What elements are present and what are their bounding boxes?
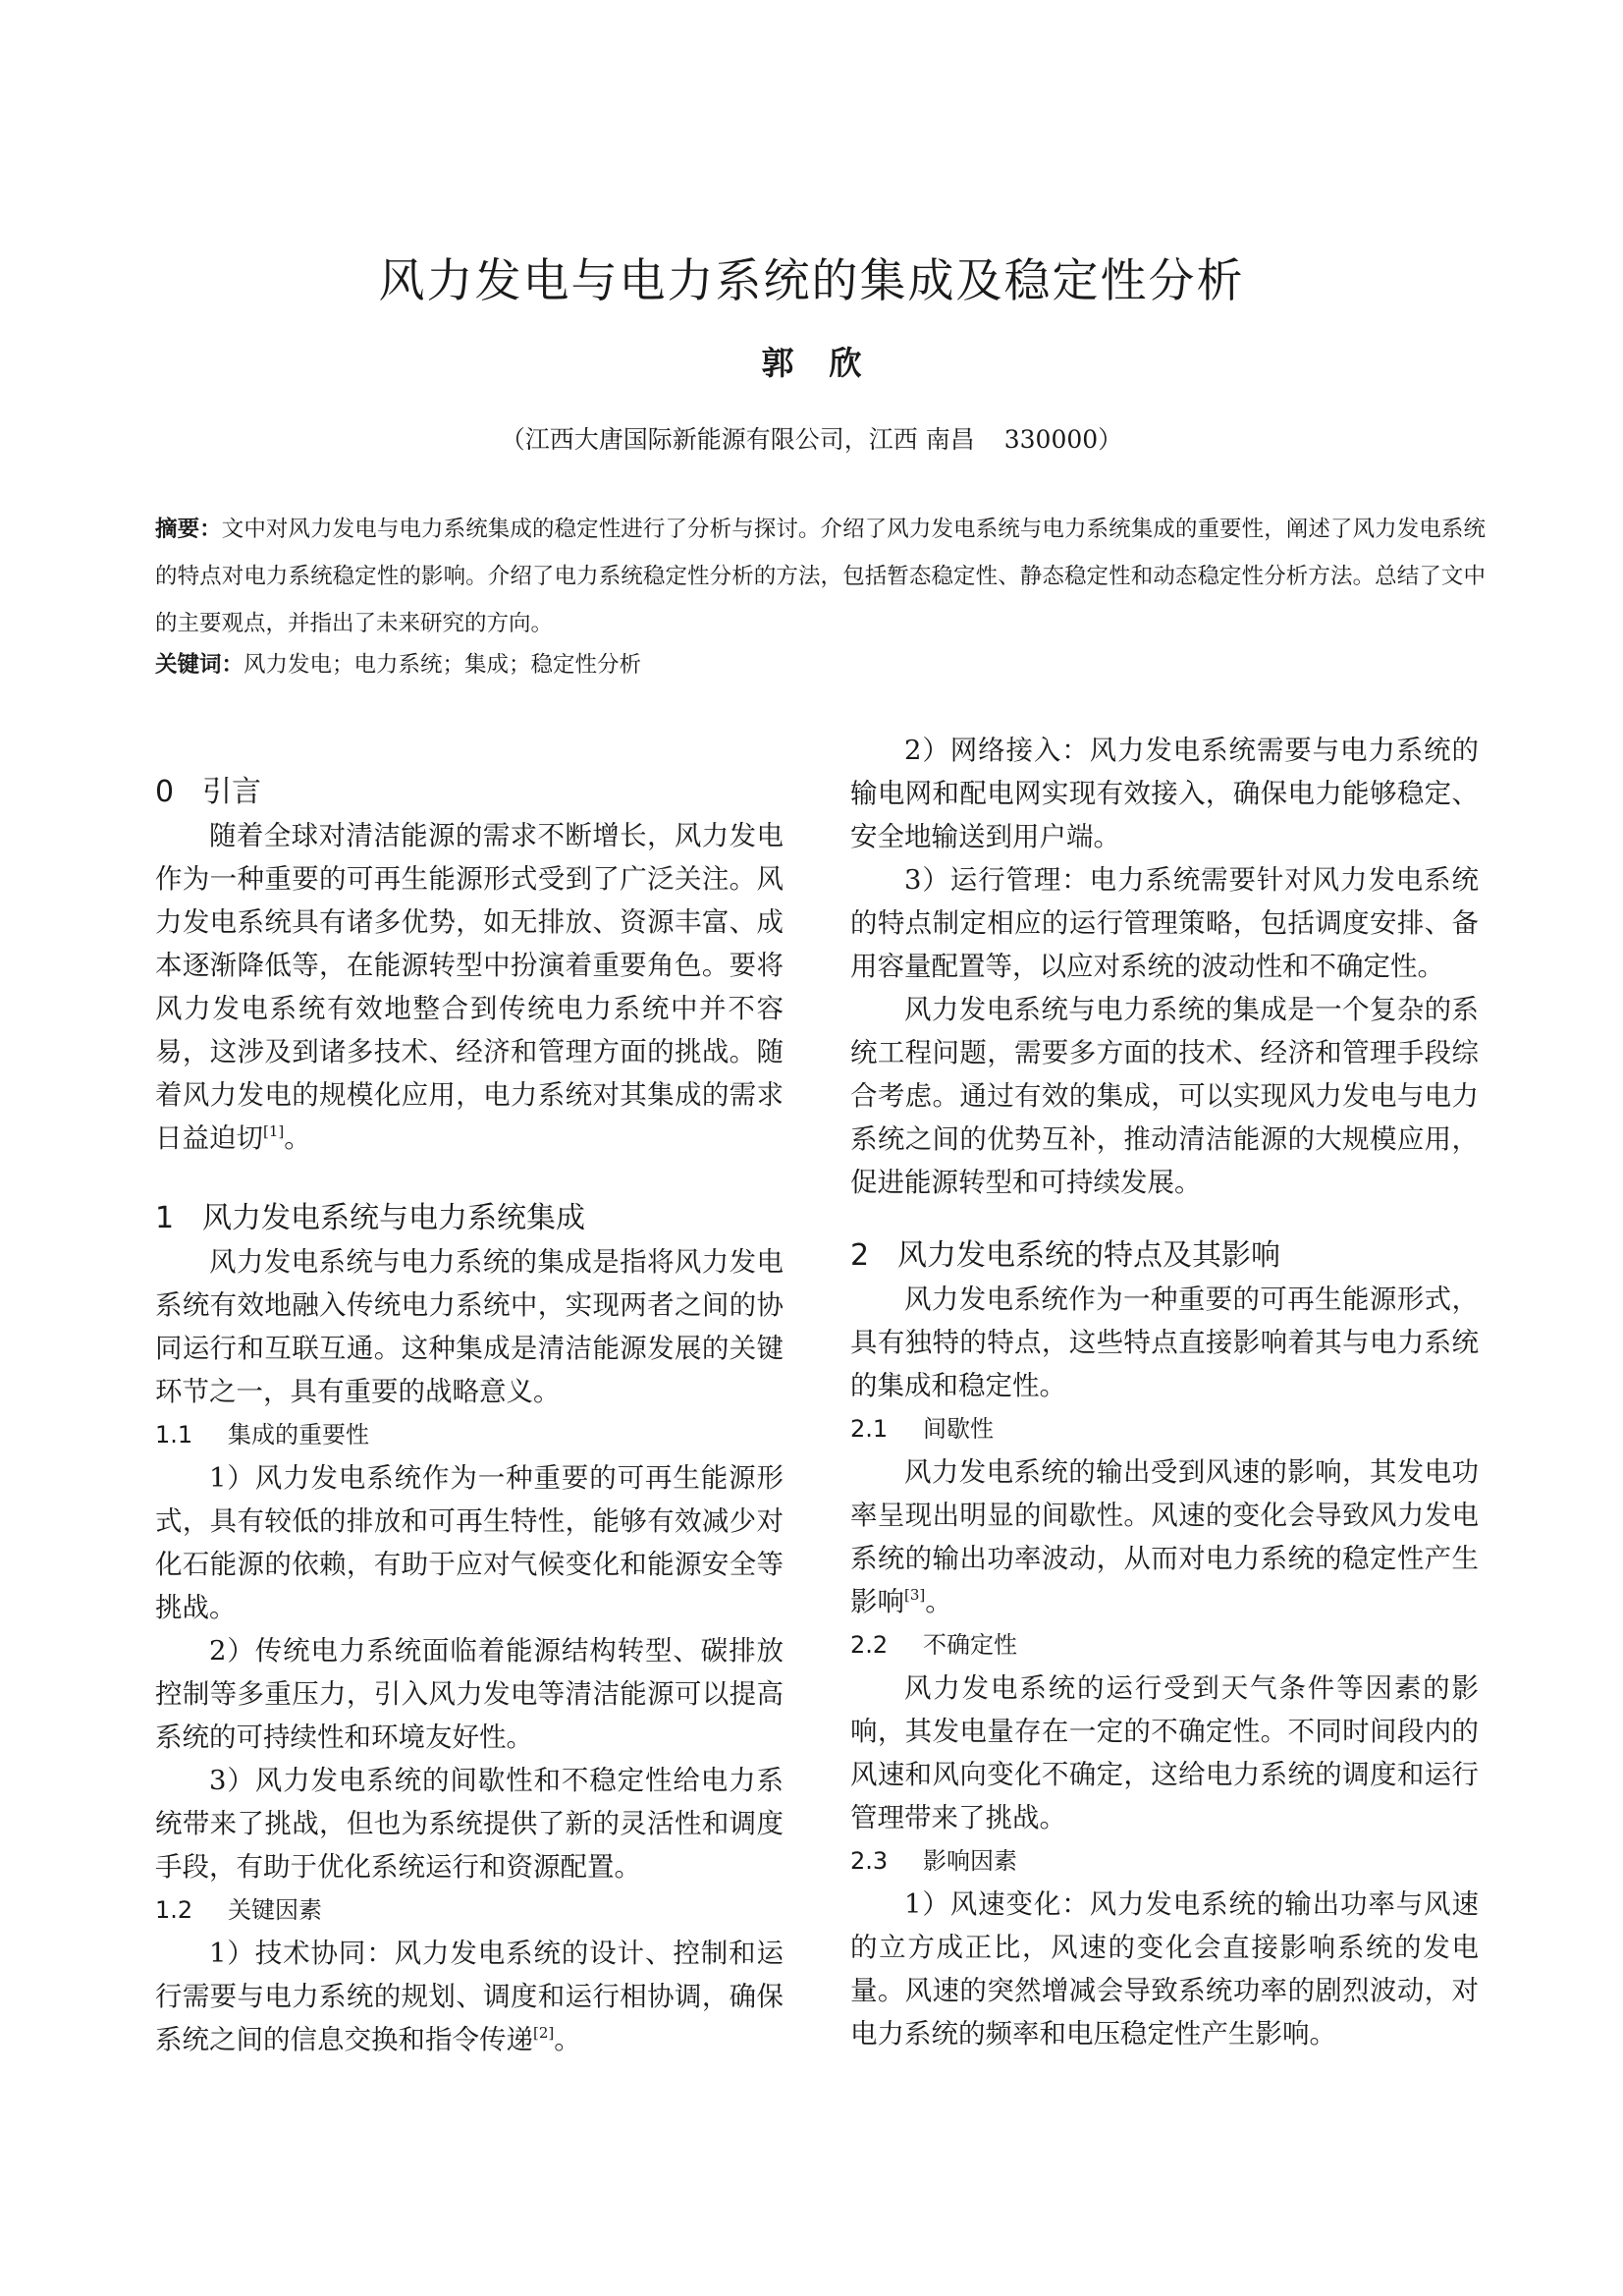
subsection-number: 2.2 (850, 1631, 889, 1659)
section-title: 风力发电系统与电力系统集成 (202, 1201, 585, 1235)
paper-title: 风力发电与电力系统的集成及稳定性分析 (378, 254, 1245, 308)
right-column (850, 729, 1479, 2055)
paragraph-text: 1）技术协同：风力发电系统的设计、控制和运行需要与电力系统的规划、调度和运行相协调，确保系统之间的信息交换和指令传递 (155, 1938, 784, 2055)
paragraph-text: 风力发电系统的输出受到风速的影响，其发电功率呈现出明显的间歇性。风速的变化会导致风力发电系统的输出功率波动，从而对电力系统的稳定性产生影响 (850, 1456, 1479, 1617)
affiliation-postcode: 330000） (1003, 425, 1123, 454)
paragraph: 风力发电系统作为一种重要的可再生能源形式，具有独特的特点，这些特点直接影响着其与电力系统的集成和稳定性。 (850, 1284, 1479, 1401)
abstract-text: 文中对风力发电与电力系统集成的稳定性进行了分析与探讨。介绍了风力发电系统与电力系统集成的重要性，阐述了风力发电系统的特点对电力系统稳定性的影响。介绍了电力系统稳定性分析的方法，包括暂态稳定性、静态稳定性和动态稳定性分析方法。总结了文中的主要观点，并指出了未来研究的方向。 (155, 517, 1486, 636)
section-heading (155, 771, 784, 814)
section-title: 风力发电系统的特点及其影响 (897, 1238, 1280, 1273)
keywords-label: 关键词： (155, 652, 244, 678)
paragraph: 风力发电系统与电力系统的集成是一个复杂的系统工程问题，需要多方面的技术、经济和管理手段综合考虑。通过有效的集成，可以实现风力发电与电力系统之间的优势互补，推动清洁能源的大规模应用，促进能源转型和可持续发展。 (850, 994, 1479, 1198)
paragraph-end: 。 (925, 1586, 952, 1617)
keywords (155, 641, 1486, 688)
section-number: 1 (155, 1201, 175, 1235)
citation-ref: [3] (904, 1586, 926, 1604)
section-number: 0 (155, 775, 175, 809)
abstract-label: 摘要： (155, 517, 222, 542)
abstract (155, 506, 1486, 647)
paragraph: 风力发电系统与电力系统的集成是指将风力发电系统有效地融入传统电力系统中，实现两者之间的协同运行和互联互通。这种集成是清洁能源发展的关键环节之一，具有重要的战略意义。 (155, 1246, 784, 1407)
left-column (155, 771, 784, 2061)
paragraph-text: 随着全球对清洁能源的需求不断增长，风力发电作为一种重要的可再生能源形式受到了广泛关注。风力发电系统具有诸多优势，如无排放、资源丰富、成本逐渐降低等，在能源转型中扮演着重要角色。要将风力发电系统有效地整合到传统电力系统中并不容易，这涉及到诸多技术、经济和管理方面的挑战。随着风力发电的规模化应用，电力系统对其集成的需求日益迫切 (155, 820, 784, 1154)
spacer (155, 1160, 784, 1197)
section-heading (155, 1197, 784, 1240)
subsection-title: 关键因素 (228, 1896, 322, 1924)
author-name: 郭欣 (761, 344, 897, 382)
paragraph: 3）风力发电系统的间歇性和不稳定性给电力系统带来了挑战，但也为系统提供了新的灵活性和调度手段，有助于优化系统运行和资源配置。 (155, 1765, 784, 1883)
paragraph: 1）风速变化：风力发电系统的输出功率与风速的立方成正比，风速的变化会直接影响系统的发电量。风速的突然增减会导致系统功率的剧烈波动，对电力系统的频率和电压稳定性产生影响。 (850, 1888, 1479, 2050)
subsection-heading (155, 1888, 784, 1932)
affiliation-text: （江西大唐国际新能源有限公司，江西 南昌 (500, 425, 975, 454)
subsection-title: 集成的重要性 (228, 1421, 369, 1449)
section-number: 2 (850, 1238, 870, 1273)
subsection-title: 不确定性 (923, 1631, 1017, 1659)
subsection-number: 1.2 (155, 1896, 193, 1924)
paragraph-end: 。 (554, 2024, 581, 2055)
paragraph (155, 814, 784, 1160)
paragraph: 3）运行管理：电力系统需要针对风力发电系统的特点制定相应的运行管理策略，包括调度安排、备用容量配置等，以应对系统的波动性和不确定性。 (850, 864, 1479, 982)
subsection-number: 2.1 (850, 1415, 889, 1443)
subsection-heading (850, 1407, 1479, 1450)
paragraph: 2）网络接入：风力发电系统需要与电力系统的输电网和配电网实现有效接入，确保电力能够稳定、安全地输送到用户端。 (850, 735, 1479, 852)
section-heading (850, 1234, 1479, 1278)
citation-ref: [1] (263, 1122, 285, 1140)
subsection-number: 2.3 (850, 1847, 889, 1875)
paragraph (155, 1932, 784, 2061)
citation-ref: [2] (533, 2024, 555, 2042)
keywords-text: 风力发电；电力系统；集成；稳定性分析 (243, 652, 642, 678)
subsection-number: 1.1 (155, 1421, 193, 1449)
affiliation (0, 422, 1623, 458)
spacer (850, 1204, 1479, 1234)
subsection-heading (850, 1839, 1479, 1883)
subsection-title: 影响因素 (923, 1847, 1017, 1875)
subsection-heading (155, 1413, 784, 1456)
subsection-title: 间歇性 (923, 1415, 994, 1443)
section-title: 引言 (202, 775, 261, 809)
paragraph: 1）风力发电系统作为一种重要的可再生能源形式，具有较低的排放和可再生特性，能够有效减少对化石能源的依赖，有助于应对气候变化和能源安全等挑战。 (155, 1462, 784, 1623)
paragraph (850, 1450, 1479, 1623)
paragraph-end: 。 (284, 1122, 311, 1154)
paragraph: 2）传统电力系统面临着能源结构转型、碳排放控制等多重压力，引入风力发电等清洁能源可以提高系统的可持续性和环境友好性。 (155, 1635, 784, 1753)
paragraph: 风力发电系统的运行受到天气条件等因素的影响，其发电量存在一定的不确定性。不同时间段内的风速和风向变化不确定，这给电力系统的调度和运行管理带来了挑战。 (850, 1672, 1479, 1833)
subsection-heading (850, 1623, 1479, 1667)
